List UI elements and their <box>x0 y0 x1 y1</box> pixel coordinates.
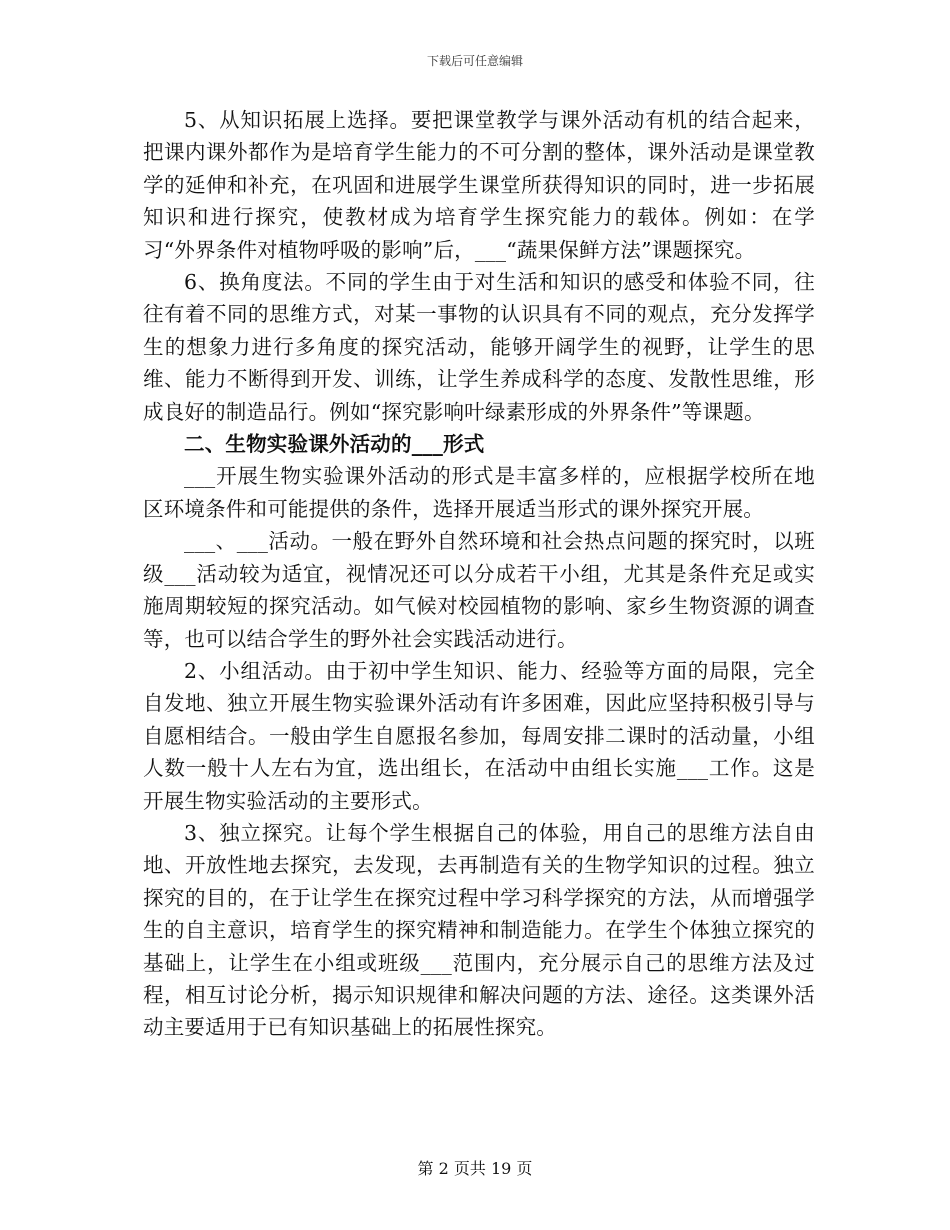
paragraph-class-activity: ___、___活动。一般在野外自然环境和社会热点问题的探究时，以班级___活动较为适宜，视情况还可以分成若干小组，尤其是条件充足或实施周期较短的探究活动。如气候对校园植物的影响、家乡生物资源的调查等，也可以结合学生的野外社会实践活动进行。 <box>143 529 815 651</box>
page-footer: 第 2 页共 19 页 <box>417 1159 533 1178</box>
section-heading: 二、生物实验课外活动的___形式 <box>184 432 485 457</box>
paragraph-forms-intro: ___开展生物实验课外活动的形式是丰富多样的，应根据学校所在地区环境条件和可能提供的条件，选择开展适当形式的课外探究开展。 <box>143 464 815 521</box>
document-body <box>143 104 815 1044</box>
paragraph-independent-inquiry: 3、独立探究。让每个学生根据自己的体验，用自己的思维方法自由地、开放性地去探究，去发现，去再制造有关的生物学知识的过程。独立探究的目的，在于让学生在探究过程中学习科学探究的方法，从而增强学生的自主意识，培育学生的探究精神和制造能力。在学生个体独立探究的基础上，让学生在小组或班级___范围内，充分展示自己的思维方法及过程，相互讨论分析，揭示知识规律和解决问题的方法、途径。这类课外活动主要适用于已有知识基础上的拓展性探究。 <box>143 820 815 1040</box>
page-header: 下载后可任意编辑 <box>426 54 523 68</box>
paragraph-change-angle: 6、换角度法。不同的学生由于对生活和知识的感受和体验不同，往往有着不同的思维方式，对某一事物的认识具有不同的观点，充分发挥学生的想象力进行多角度的探究活动，能够开阔学生的视野，让学生的思维、能力不断得到开发、训练，让学生养成科学的态度、发散性思维，形成良好的制造品行。例如“探究影响叶绿素形成的外界条件”等课题。 <box>143 270 815 424</box>
paragraph-knowledge-extension: 5、从知识拓展上选择。要把课堂教学与课外活动有机的结合起来，把课内课外都作为是培育学生能力的不可分割的整体，课外活动是课堂教学的延伸和补充，在巩固和进展学生课堂所获得知识的同时，进一步拓展知识和进行探究，使教材成为培育学生探究能力的载体。例如：在学习“外界条件对植物呼吸的影响”后，___“蔬果保鲜方法”课题探究。 <box>143 108 815 262</box>
paragraph-group-activity: 2、小组活动。由于初中学生知识、能力、经验等方面的局限，完全自发地、独立开展生物实验课外活动有许多困难，因此应坚持积极引导与自愿相结合。一般由学生自愿报名参加，每周安排二课时的活动量，小组人数一般十人左右为宜，选出组长，在活动中由组长实施___工作。这是开展生物实验活动的主要形式。 <box>143 658 815 813</box>
